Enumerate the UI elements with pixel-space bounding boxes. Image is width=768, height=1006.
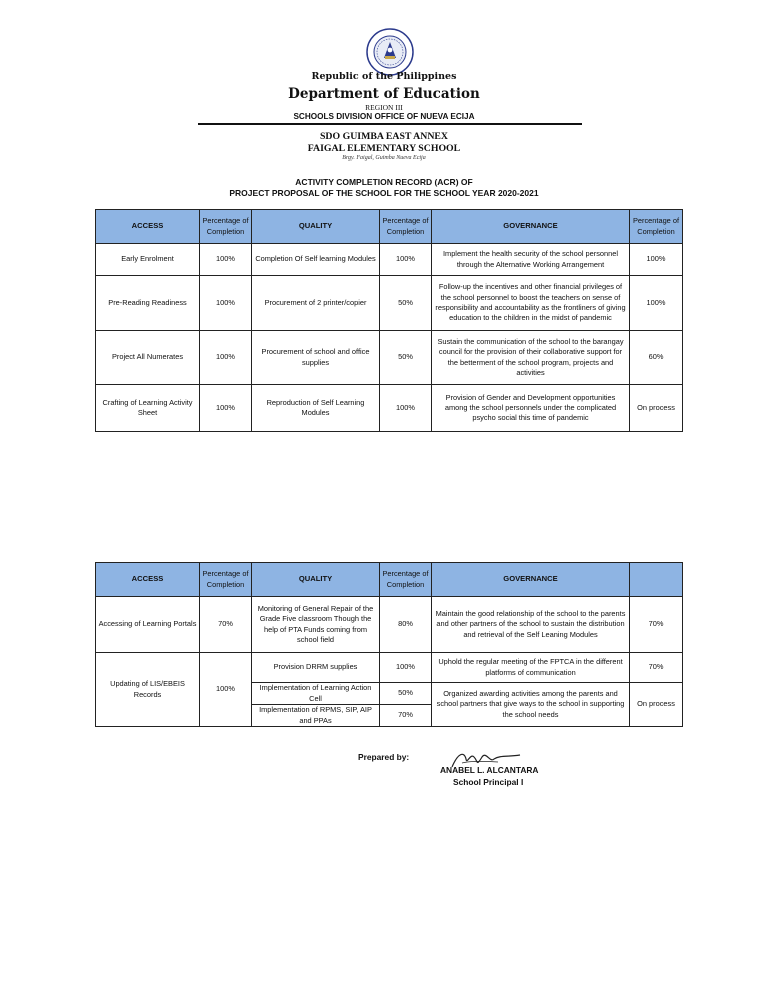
percentage-cell: 100% bbox=[200, 331, 252, 385]
table-row bbox=[96, 331, 683, 385]
access-cell: Updating of LIS/EBEIS Records bbox=[96, 653, 200, 727]
col-header-governance: GOVERNANCE bbox=[432, 210, 630, 244]
quality-cell: Reproduction of Self Learning Modules bbox=[252, 385, 380, 432]
quality-cell: Procurement of school and office supplies bbox=[252, 331, 380, 385]
header-rule bbox=[198, 123, 582, 125]
percentage-cell: 100% bbox=[380, 244, 432, 276]
percentage-cell: 50% bbox=[380, 683, 432, 705]
col-header-percentage: Percentage of Completion bbox=[200, 563, 252, 597]
percentage-cell: 100% bbox=[200, 653, 252, 727]
document-title-line2: PROJECT PROPOSAL OF THE SCHOOL FOR THE SCHOOL YEAR 2020-2021 bbox=[229, 188, 539, 198]
governance-cell: Uphold the regular meeting of the FPTCA in the different platforms of communication bbox=[432, 653, 630, 683]
percentage-cell: On process bbox=[630, 683, 683, 727]
percentage-cell: On process bbox=[630, 385, 683, 432]
percentage-cell: 100% bbox=[380, 653, 432, 683]
percentage-cell: 100% bbox=[200, 276, 252, 331]
deped-seal bbox=[366, 28, 414, 76]
percentage-cell: 50% bbox=[380, 331, 432, 385]
table-row bbox=[96, 653, 683, 683]
table-header-row bbox=[96, 210, 683, 244]
acr-table-1 bbox=[95, 209, 683, 432]
department-line: Department of Education bbox=[288, 86, 480, 102]
governance-cell: Sustain the communication of the school to the barangay council for the provision of their collaborative support for the betterment of the school program, projects and activities bbox=[432, 331, 630, 385]
col-header-quality: QUALITY bbox=[252, 210, 380, 244]
governance-cell: Provision of Gender and Development opportunities among the school personnels under the complicated psycho social this time of pandemic bbox=[432, 385, 630, 432]
quality-cell: Implementation of RPMS, SIP, AIP and PPAs bbox=[252, 705, 380, 727]
percentage-cell: 100% bbox=[630, 276, 683, 331]
percentage-cell: 80% bbox=[380, 597, 432, 653]
signatory-name: ANABEL L. ALCANTARA bbox=[440, 765, 539, 775]
col-header-access: ACCESS bbox=[96, 563, 200, 597]
col-header-access: ACCESS bbox=[96, 210, 200, 244]
quality-cell: Provision DRRM supplies bbox=[252, 653, 380, 683]
division-line: SCHOOLS DIVISION OFFICE OF NUEVA ECIJA bbox=[293, 112, 475, 121]
governance-cell: Implement the health security of the school personnel through the Alternative Working Arrangement bbox=[432, 244, 630, 276]
col-header-governance: GOVERNANCE bbox=[432, 563, 630, 597]
school-address: Brgy. Faigal, Guimba Nueva Ecija bbox=[342, 155, 426, 161]
table-header-row bbox=[96, 563, 683, 597]
acr-table-2 bbox=[95, 562, 683, 727]
signatory-position: School Principal I bbox=[453, 777, 524, 787]
percentage-cell: 70% bbox=[380, 705, 432, 727]
col-header-blank bbox=[630, 563, 683, 597]
col-header-percentage: Percentage of Completion bbox=[630, 210, 683, 244]
quality-cell: Completion Of Self learning Modules bbox=[252, 244, 380, 276]
table-row bbox=[96, 244, 683, 276]
governance-cell: Maintain the good relationship of the school to the parents and other partners of the school to sustain the distribution and retrieval of the Self Leaning Modules bbox=[432, 597, 630, 653]
table-row bbox=[96, 597, 683, 653]
annex-line: SDO GUIMBA EAST ANNEX bbox=[319, 131, 449, 142]
col-header-percentage: Percentage of Completion bbox=[380, 210, 432, 244]
percentage-cell: 50% bbox=[380, 276, 432, 331]
access-cell: Accessing of Learning Portals bbox=[96, 597, 200, 653]
quality-cell: Implementation of Learning Action Cell bbox=[252, 683, 380, 705]
governance-cell: Follow-up the incentives and other financial privileges of the school personnel to boost the teachers on sense of responsibility and accountability as the frontliners of giving education to the children in the midst of pandemic bbox=[432, 276, 630, 331]
percentage-cell: 100% bbox=[630, 244, 683, 276]
col-header-quality: QUALITY bbox=[252, 563, 380, 597]
percentage-cell: 60% bbox=[630, 331, 683, 385]
percentage-cell: 70% bbox=[200, 597, 252, 653]
col-header-percentage: Percentage of Completion bbox=[200, 210, 252, 244]
col-header-percentage: Percentage of Completion bbox=[380, 563, 432, 597]
percentage-cell: 100% bbox=[200, 244, 252, 276]
quality-cell: Monitoring of General Repair of the Grade Five classroom Though the help of PTA Funds coming from school field bbox=[252, 597, 380, 653]
document-title-line1: ACTIVITY COMPLETION RECORD (ACR) OF bbox=[295, 177, 473, 187]
region-line: REGION III bbox=[365, 103, 403, 112]
prepared-by-label: Prepared by: bbox=[358, 752, 410, 762]
access-cell: Early Enrolment bbox=[96, 244, 200, 276]
percentage-cell: 70% bbox=[630, 653, 683, 683]
percentage-cell: 100% bbox=[380, 385, 432, 432]
table-row bbox=[96, 276, 683, 331]
percentage-cell: 100% bbox=[200, 385, 252, 432]
governance-cell: Organized awarding activities among the parents and school partners that give ways to the school in supporting the school needs bbox=[432, 683, 630, 727]
percentage-cell: 70% bbox=[630, 597, 683, 653]
republic-line: Republic of the Philippines bbox=[311, 71, 457, 82]
access-cell: Crafting of Learning Activity Sheet bbox=[96, 385, 200, 432]
access-cell: Pre-Reading Readiness bbox=[96, 276, 200, 331]
table-row bbox=[96, 385, 683, 432]
access-cell: Project All Numerates bbox=[96, 331, 200, 385]
quality-cell: Procurement of 2 printer/copier bbox=[252, 276, 380, 331]
school-name: FAIGAL ELEMENTARY SCHOOL bbox=[307, 143, 461, 154]
